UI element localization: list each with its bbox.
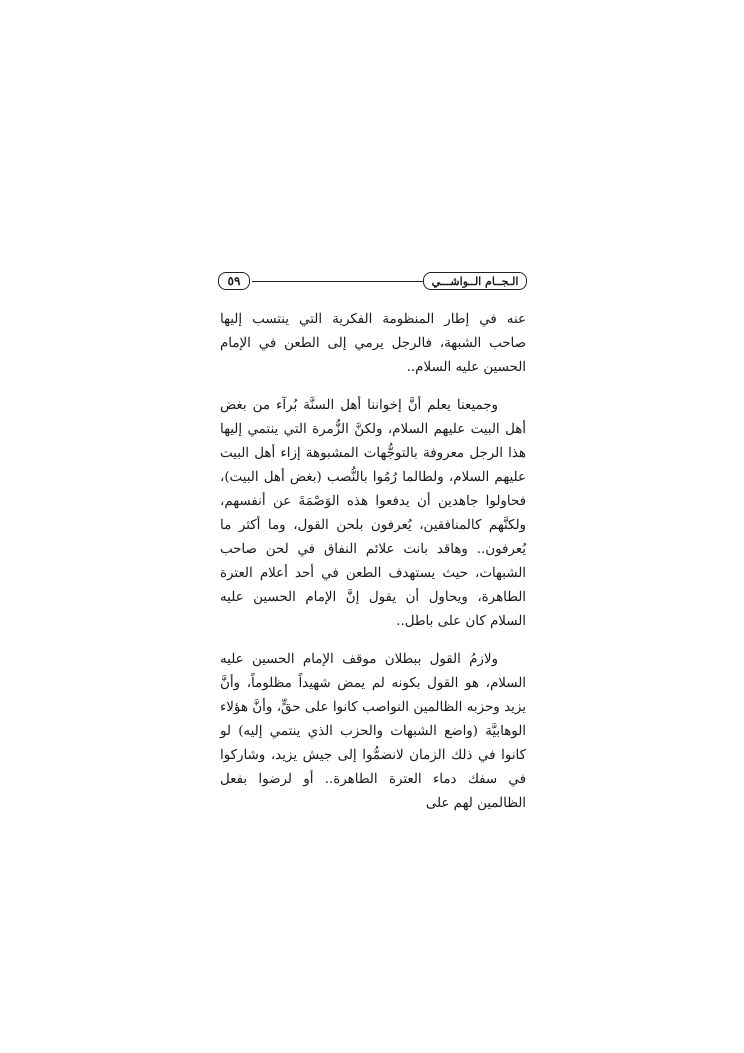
page-number: ٥٩ (218, 272, 250, 290)
paragraph-1: عنه في إطار المنظومة الفكرية التي ينتسب إليها صاحب الشبهة، فالرجل يرمي إلى الطعن في الإمام الحسين عليه السلام.. (220, 312, 526, 375)
text-body (220, 308, 526, 816)
paragraph-3: ولازمُ القول ببطلان موقف الإمام الحسين عليه السلام، هو القول بكونه لم يمض شهيداً مظلوماً، وأنَّ يزيد وحزبه الظالمين النواصب كانوا على حقٍّ، وأنَّ هؤلاء الوهابيَّة (واضع الشبهات والحزب الذي ينتمي إليه) لو كانوا في ذلك الزمان لانضمُّوا إلى جيش يزيد، وشاركوا في سفك دماء العترة الطاهرة.. أو لرضوا بفعل الظالمين لهم على (220, 652, 526, 811)
page-header (218, 272, 527, 292)
paragraph-2: وجميعنا يعلم أنَّ إخواننا أهل السنَّة بُرآء من بغض أهل البيت عليهم السلام، ولكنَّ الزُّمرة التي ينتمي إليها هذا الرجل معروفة بالتوجُّهات المشبوهة إزاء أهل البيت عليهم السلام، ولطالما رُمُوا بالنُّصب (بغض أهل البيت)، فحاولوا جاهدين أن يدفعوا هذه الوَصْمَةَ عن أنفسهم، ولكنَّهم كالمنافقين، يُعرفون بلحن القول، وما أكثر ما يُعرفون.. وهاقد بانت علائم النفاق في لحن صاحب الشبهات، حيث يستهدف الطعن في أحد أعلام العترة الطاهرة، ويحاول أن يقول إنَّ الإمام الحسين عليه السلام كان على باطل.. (220, 398, 526, 629)
header-divider (252, 281, 423, 282)
book-title: الـجــام الــواشـــي (423, 272, 527, 290)
